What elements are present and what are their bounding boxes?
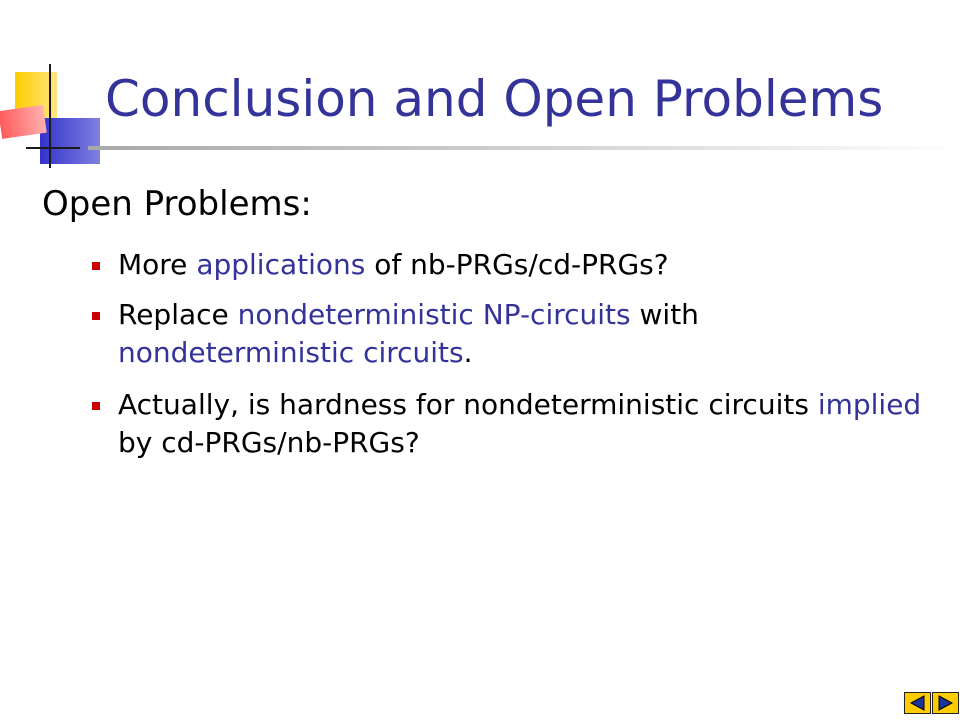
slide-title: Conclusion and Open Problems xyxy=(105,70,884,128)
bullet-text-part: with xyxy=(630,298,699,331)
next-slide-button[interactable] xyxy=(932,692,959,714)
bullet-text-part: by cd-PRGs/nb-PRGs? xyxy=(118,426,420,459)
bullet-text-part: . xyxy=(463,336,473,369)
bullet-text xyxy=(118,386,928,462)
section-heading: Open Problems: xyxy=(42,184,312,224)
bullet-text-emphasis: applications xyxy=(196,248,366,281)
logo-red-block xyxy=(0,105,47,139)
bullet-marker xyxy=(92,402,100,410)
triangle-right-icon xyxy=(933,693,958,713)
bullet-marker xyxy=(92,262,100,270)
bullet-text-part: Replace xyxy=(118,298,238,331)
corner-logo xyxy=(0,0,110,170)
bullet-text-emphasis: nondeterministic circuits xyxy=(118,336,464,369)
bullet-text xyxy=(118,246,928,284)
bullet-marker xyxy=(92,312,100,320)
bullet-text-emphasis: nondeterministic NP-circuits xyxy=(237,298,631,331)
bullet-text-part: Actually, is hardness for nondeterministic circuits xyxy=(118,388,818,421)
bullet-text-emphasis: implied xyxy=(817,388,922,421)
triangle-left-icon xyxy=(905,693,930,713)
bullet-text-part: More xyxy=(118,248,197,281)
previous-slide-button[interactable] xyxy=(904,692,931,714)
bullet-text-part: of nb-PRGs/cd-PRGs? xyxy=(365,248,669,281)
title-underline xyxy=(88,146,960,150)
bullet-text xyxy=(118,296,928,372)
